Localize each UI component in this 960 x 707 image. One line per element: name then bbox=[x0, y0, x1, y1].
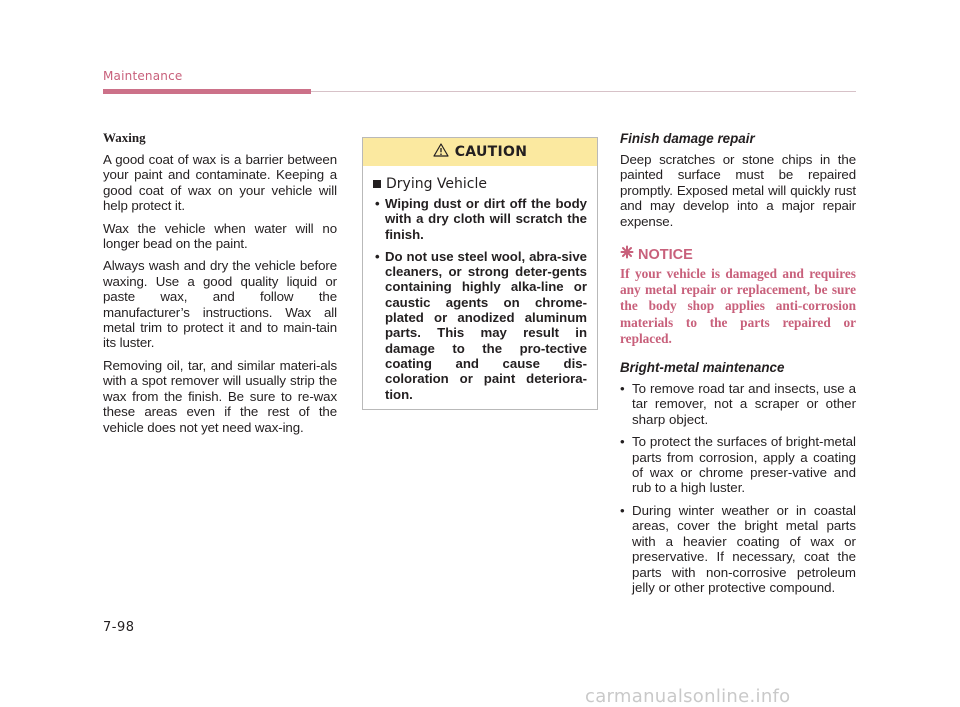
bright-metal-title: Bright-metal maintenance bbox=[620, 360, 785, 376]
finish-damage-text: Deep scratches or stone chips in the painted surface must be repaired promptly. Exposed metal will quickly rust and may develop into a major repair expense. bbox=[620, 152, 856, 229]
bullet-icon: • bbox=[620, 381, 625, 397]
bullet-icon: • bbox=[375, 248, 380, 264]
notice-text: If your vehicle is damaged and requires any metal repair or replacement, be sure the body shop applies anti-corrosion materials to the parts repaired or replaced. bbox=[620, 266, 856, 346]
header-rule bbox=[311, 91, 856, 92]
caution-label: CAUTION bbox=[454, 144, 528, 160]
waxing-title: Waxing bbox=[103, 130, 146, 145]
caution-header bbox=[363, 138, 597, 166]
notice-header bbox=[620, 245, 856, 264]
bullet-icon: • bbox=[620, 502, 625, 518]
list-item bbox=[620, 434, 856, 496]
bullet-icon: • bbox=[620, 434, 625, 450]
warning-triangle-icon bbox=[433, 143, 449, 162]
caution-title: Drying Vehicle bbox=[386, 176, 487, 192]
list-item bbox=[620, 503, 856, 595]
page-number: 7-98 bbox=[103, 620, 135, 635]
list-item bbox=[373, 249, 587, 402]
caution-box bbox=[362, 137, 598, 410]
list-item bbox=[373, 196, 587, 242]
right-column bbox=[620, 131, 856, 602]
caution-item-text: Wiping dust or dirt off the body with a dry cloth will scratch the finish. bbox=[385, 196, 587, 242]
waxing-paragraph: Always wash and dry the vehicle before waxing. Use a good quality liquid or paste wax, and follow the manufacturer’s instructions. Wax all metal trim to protect it and to main-tain its luster. bbox=[103, 258, 337, 351]
bright-item-text: During winter weather or in coastal areas, cover the bright metal parts with a heavier coating of wax or preservative. If necessary, coat the parts with non-corrosive petroleum jelly or other protective compound. bbox=[632, 502, 856, 595]
caution-list bbox=[373, 196, 587, 402]
square-bullet-icon bbox=[373, 180, 381, 188]
waxing-paragraph: A good coat of wax is a barrier between your paint and contaminate. Keeping a good coat of wax on your vehicle will help protect it. bbox=[103, 152, 337, 214]
list-item bbox=[620, 381, 856, 427]
bright-metal-list bbox=[620, 381, 856, 595]
waxing-paragraph: Wax the vehicle when water will no longer bead on the paint. bbox=[103, 220, 337, 252]
bullet-icon: • bbox=[375, 196, 380, 211]
bright-item-text: To remove road tar and insects, use a tar remover, not a scraper or other sharp object. bbox=[632, 381, 856, 427]
header-section-title: Maintenance bbox=[103, 69, 183, 83]
watermark-link[interactable]: carmanualsonline.info bbox=[585, 686, 791, 707]
notice-label: NOTICE bbox=[638, 246, 693, 263]
header-accent-bar bbox=[103, 89, 311, 94]
waxing-paragraph: Removing oil, tar, and similar materi-als with a spot remover will usually strip the wax from the finish. Be sure to re-wax these areas even if the rest of the vehicle does not yet need wax-ing. bbox=[103, 357, 337, 435]
bright-item-text: To protect the surfaces of bright-metal parts from corrosion, apply a coating of wax or chrome preser-vative and rub to a high luster. bbox=[632, 434, 856, 496]
caution-item-text: Do not use steel wool, abra-sive cleaners, or strong deter-gents containing highly alka-line or caustic agents on chrome-plated or anodized aluminum parts. This may result in damage to the pro-tective coating and cause dis-coloration or paint deteriora-tion. bbox=[385, 248, 587, 402]
left-column bbox=[103, 130, 337, 442]
asterisk-star-icon bbox=[620, 245, 634, 264]
finish-damage-title: Finish damage repair bbox=[620, 131, 755, 146]
